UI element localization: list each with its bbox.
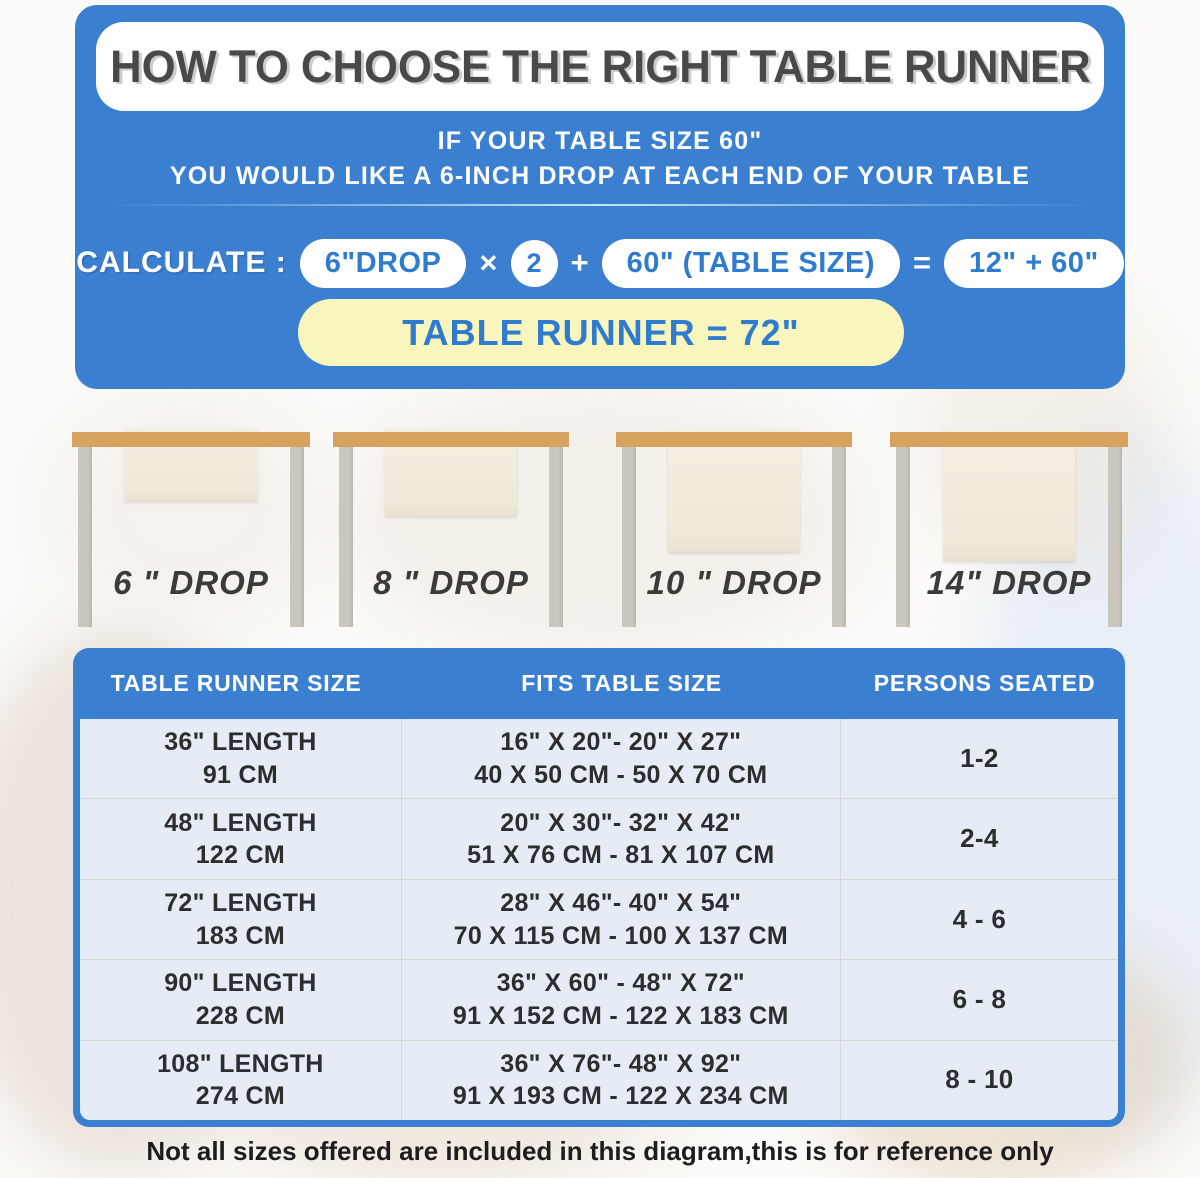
fits-size-inches: 36" X 60" - 48" X 72"	[496, 969, 745, 998]
runner-size-cm: 274 CM	[195, 1082, 286, 1111]
drop-label: 14" DROP	[926, 564, 1092, 601]
table-row	[80, 879, 1118, 959]
fits-size-cell	[402, 1041, 841, 1120]
fits-size-cm: 51 X 76 CM - 81 X 107 CM	[467, 841, 775, 870]
drop-figure-10	[616, 428, 852, 633]
runner-size-cell	[80, 960, 402, 1039]
table-runner-illustration	[943, 428, 1075, 561]
persons-cell: 8 - 10	[945, 1064, 1014, 1095]
subtitle-line-1: IF YOUR TABLE SIZE 60"	[437, 127, 763, 155]
drop-label: 6 " DROP	[113, 564, 269, 601]
column-header-runner-size: TABLE RUNNER SIZE	[110, 670, 362, 696]
fits-size-cell	[402, 799, 841, 878]
runner-size-cm: 122 CM	[195, 841, 286, 870]
table-row	[80, 798, 1118, 878]
persons-cell: 1-2	[960, 742, 999, 773]
table-row	[80, 1040, 1118, 1120]
fits-size-cm: 40 X 50 CM - 50 X 70 CM	[474, 760, 768, 789]
instruction-panel	[75, 5, 1125, 389]
tabletop-illustration	[72, 432, 310, 447]
equals-sign: =	[913, 245, 932, 280]
runner-size-inches: 72" LENGTH	[164, 889, 317, 918]
subtitle-line-2: YOU WOULD LIKE A 6-INCH DROP AT EACH END OF YOUR TABLE	[169, 162, 1031, 190]
fits-size-inches: 16" X 20"- 20" X 27"	[500, 728, 742, 757]
runner-size-cm: 183 CM	[195, 921, 286, 950]
fits-size-cm: 91 X 193 CM - 122 X 234 CM	[452, 1082, 789, 1111]
column-header-persons: PERSONS SEATED	[873, 670, 1096, 696]
fits-size-inches: 28" X 46"- 40" X 54"	[500, 889, 742, 918]
drop-label: 8 " DROP	[373, 564, 529, 601]
drop-figure-14	[890, 428, 1128, 633]
fits-size-inches: 36" X 76"- 48" X 92"	[500, 1049, 742, 1078]
drop-figures-row	[0, 428, 1200, 648]
drop-label: 10 " DROP	[646, 564, 822, 601]
persons-cell: 4 - 6	[952, 903, 1007, 934]
size-chart-body	[80, 719, 1118, 1120]
drop-figure-8	[333, 428, 569, 633]
runner-size-cell	[80, 719, 402, 798]
result-banner: TABLE RUNNER = 72"	[298, 299, 904, 366]
fits-size-cell	[402, 880, 841, 959]
fits-size-cell	[402, 719, 841, 798]
persons-cell: 6 - 8	[952, 984, 1007, 1015]
runner-size-cell	[80, 1041, 402, 1120]
tabletop-illustration	[333, 432, 569, 447]
fits-size-cm: 70 X 115 CM - 100 X 137 CM	[453, 921, 788, 950]
page-title: HOW TO CHOOSE THE RIGHT TABLE RUNNER	[109, 40, 1091, 92]
plus-sign: +	[570, 245, 589, 280]
size-chart-panel	[73, 648, 1125, 1127]
runner-size-cell	[80, 880, 402, 959]
runner-size-inches: 108" LENGTH	[157, 1049, 324, 1078]
runner-size-inches: 48" LENGTH	[164, 808, 317, 837]
divider-line	[103, 204, 1097, 206]
runner-size-cm: 228 CM	[195, 1001, 286, 1030]
calculate-label: CALCULATE :	[76, 246, 287, 279]
persons-cell: 2-4	[960, 823, 999, 854]
table-size-pill: 60" (TABLE SIZE)	[602, 239, 900, 288]
drop-value-pill: 6"DROP	[300, 239, 467, 288]
drop-figure-6	[72, 428, 310, 633]
size-chart-header	[73, 648, 1125, 719]
sum-pill: 12" + 60"	[944, 239, 1124, 288]
tabletop-illustration	[616, 432, 852, 447]
fits-size-cell	[402, 960, 841, 1039]
title-banner	[96, 22, 1104, 111]
runner-size-cm: 91 CM	[202, 760, 278, 789]
column-header-fits-size: FITS TABLE SIZE	[521, 670, 722, 696]
runner-size-inches: 90" LENGTH	[164, 969, 317, 998]
tabletop-illustration	[890, 432, 1128, 447]
fits-size-cm: 91 X 152 CM - 122 X 183 CM	[452, 1001, 789, 1030]
fits-size-inches: 20" X 30"- 32" X 42"	[500, 808, 742, 837]
table-row	[80, 959, 1118, 1039]
runner-size-inches: 36" LENGTH	[164, 728, 317, 757]
table-row	[80, 719, 1118, 798]
calculation-row	[75, 234, 1125, 292]
times-sign: ×	[479, 245, 498, 280]
runner-size-cell	[80, 799, 402, 878]
reference-note: Not all sizes offered are included in this diagram,this is for reference only	[146, 1136, 1054, 1166]
multiplier-circle: 2	[511, 240, 558, 287]
